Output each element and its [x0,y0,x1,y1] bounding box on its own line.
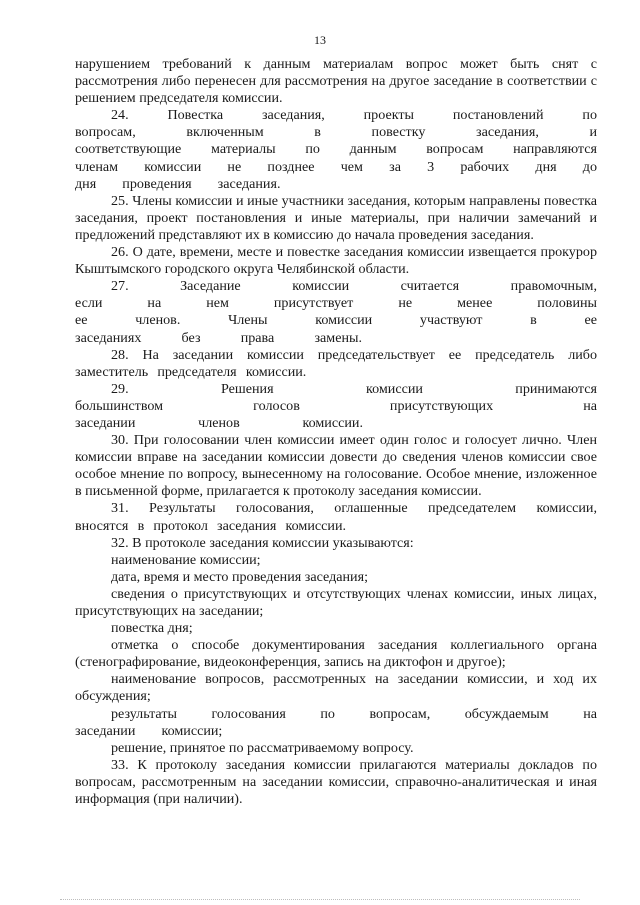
paragraph-32: 32. В протоколе заседания комиссии указываются: [111,534,414,551]
list-item: отметка о способе документирования заседания коллегиального органа (стенографирование, видеоконференция, запись на диктофон и другое); [75,637,597,671]
paragraph-26: 26. О дате, времени, месте и повестке заседания комиссии извещается прокурор Кыштымского городского округа Челябинской области. [75,244,597,278]
paragraph-29: 29. Решения комиссии принимаются большинством голосов присутствующих на заседании членов комиссии. [75,380,597,431]
paragraph-31: 31. Результаты голосования, оглашенные председателем комиссии, вносятся в протокол заседания комиссии. [75,500,597,534]
paragraph-continuation: нарушением требований к данным материалам вопрос может быть снят с рассмотрения либо перенесен для рассмотрения на другое заседание в соответствии с решением председателя комиссии. [75,56,597,107]
list-item: повестка дня; [111,620,193,637]
paragraph-28: 28. На заседании комиссии председательствует ее председатель либо заместитель председателя комиссии. [75,346,597,380]
list-item: результаты голосования по вопросам, обсуждаемым на заседании комиссии; [75,705,597,739]
paragraph-25: 25. Члены комиссии и иные участники заседания, которым направлены повестка заседания, проект постановления и иные материалы, при наличии замечаний и предложений представляют их в комиссию до начала проведения заседания. [75,192,597,243]
list-item: дата, время и место проведения заседания; [111,568,368,585]
list-item: наименование комиссии; [111,551,261,568]
list-item: сведения о присутствующих и отсутствующих членах комиссии, иных лицах, присутствующих на заседании; [75,585,597,619]
bottom-divider [60,899,580,900]
paragraph-30: 30. При голосовании член комиссии имеет один голос и голосует лично. Член комиссии вправе на заседании комиссии довести до сведения членов комиссии свое особое мнение по вопросу, вынесенному на голосование. Особое мнение, изложенное в письменной форме, прилагается к протоколу заседания комиссии. [75,432,597,500]
paragraph-27: 27. Заседание комиссии считается правомочным, если на нем присутствует не менее половины ее членов. Члены комиссии участвуют в ее заседаниях без права замены. [75,278,597,346]
list-item: решение, принятое по рассматриваемому вопросу. [111,739,414,756]
page-number: 13 [314,33,326,47]
list-item: наименование вопросов, рассмотренных на заседании комиссии, и ход их обсуждения; [75,671,597,705]
paragraph-33: 33. К протоколу заседания комиссии прилагаются материалы докладов по вопросам, рассмотренным на заседании комиссии, справочно-аналитическая и иная информация (при наличии). [75,756,597,808]
paragraph-24: 24. Повестка заседания, проекты постановлений по вопросам, включенным в повестку заседания, и соответствующие материалы по данным вопросам направляются членам комиссии не позднее чем за 3 рабочих дня до дня проведения заседания. [75,107,597,192]
document-body [75,56,597,808]
